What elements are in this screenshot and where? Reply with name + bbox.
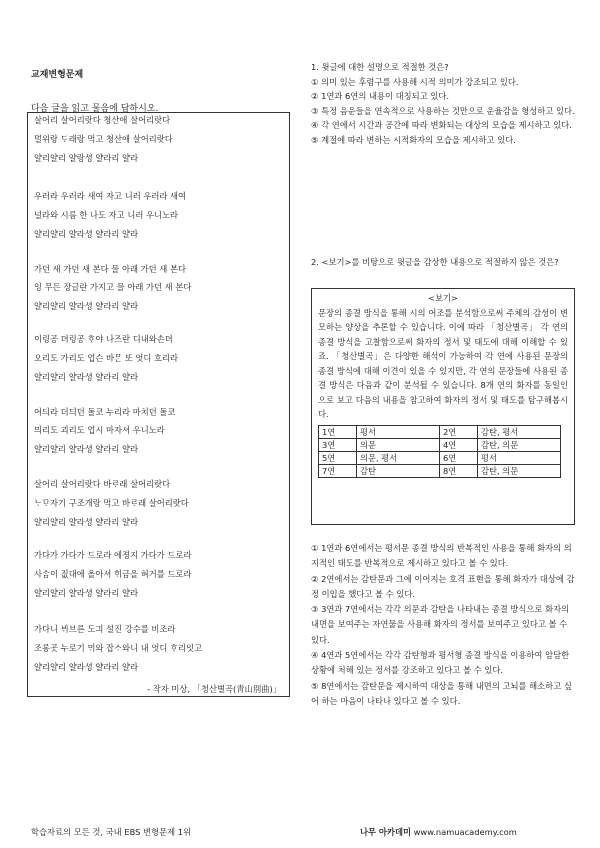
question-1 xyxy=(311,60,575,148)
ending-table xyxy=(318,425,561,478)
poem-line: ᄂᆞᄆᆞ자기 구조개랑 먹고 바ᄅᆞ래 살어리랏다 xyxy=(34,498,189,508)
poem-line: 가다가 가다가 드로라 에졍지 가다가 드로라 xyxy=(34,550,192,560)
table-cell: 의문, 평서 xyxy=(356,451,439,464)
poem-line: 가던 새 가던 새 본다 믈 아래 가던 새 본다 xyxy=(34,264,186,274)
table-row xyxy=(319,464,561,477)
option: ③ 특정 음운들을 연속적으로 사용하는 것만으로 운율감을 형성하고 있다. xyxy=(311,105,575,116)
question-2-stem xyxy=(311,255,575,270)
bogi-box xyxy=(311,288,575,525)
table-cell: 3연 xyxy=(319,438,357,451)
table-row xyxy=(319,425,561,438)
poem-line: 얄리얄리 얄라셩 얄라리 얄라 xyxy=(34,444,139,454)
page-title: 교재변형문제 xyxy=(31,70,84,80)
table-row xyxy=(319,451,561,464)
bogi-title: <보기> xyxy=(428,293,458,303)
poem-line: 우러라 우러라 새여 자고 니러 우러라 새여 xyxy=(34,191,187,201)
poem-line: 사ᄉᆞᆷ이 짒대에 올아셔 ᄒᆡ금을 혀거를 드로라 xyxy=(34,569,192,579)
table-cell: 8연 xyxy=(439,464,477,477)
footer-brand: 나무 아카데미 xyxy=(360,827,411,837)
poem-line: 살어리 살어리랏다 쳥산애 살어리랏다 xyxy=(34,115,171,125)
poem-line: 얄리얄리 얄라셩 얄라리 얄라 xyxy=(34,372,139,382)
table-cell: 1연 xyxy=(319,425,357,438)
poem-line: 얄리얄리 얄라셩 얄라리 얄라 xyxy=(34,301,139,311)
bogi-text: 문장의 종결 방식을 통해 시의 어조를 분석함으로써 주체의 감성이 변모하는 양상을 추론할 수 있습니다. 이에 따라 「청산별곡」 각 연의 종결 방식을 고찰함으로써 화자의 정서 및 태도에 대해 이해할 수 있죠. 「청산별곡」은 다양한 해석이 가능하여 각 연에 사용된 문장의 종결 방식에 대해 이견이 있을 수 있지만, 각 연의 문장들에 사용된 종결 방식은 다음과 같이 분석될 수 있습니다. 8개 연의 화자를 동일인으로 보고 다음의 내용을 참고하여 화자의 정서 및 태도를 탐구해봅시다. xyxy=(318,307,568,419)
table-cell: 감탄, 평서 xyxy=(477,425,560,438)
table-cell: 4연 xyxy=(439,438,477,451)
table-cell: 5연 xyxy=(319,451,357,464)
attribution: - 작자 미상, 「청산별곡(靑山別曲)」 xyxy=(147,684,281,694)
poem-line: 얄리얄리 얄라셩 얄라리 얄라 xyxy=(34,229,139,239)
poem-line: 오리도 가리도 업슨 바ᄆᆞᆫ 또 엇디 호리라 xyxy=(34,353,179,363)
poem-line: 잉 무든 장글란 가지고 믈 아래 가던 새 본다 xyxy=(34,282,192,292)
question-stem: 2. <보기>를 비탕으로 윗글을 감상한 내용으로 적절하지 않은 것은? xyxy=(311,257,559,267)
table-row xyxy=(319,438,561,451)
instruction: 다음 글을 읽고 물음에 답하시오. xyxy=(31,104,159,114)
option: ② 2연에서는 감탄문과 그에 이어지는 호격 표현을 통해 화자가 대상에 감정 이입을 했다고 볼 수 있다. xyxy=(311,573,575,599)
poem-line: 가다니 ᄇᆡ브른 도긔 설진 강수를 비조라 xyxy=(34,624,176,634)
poem-line: 얄리얄리 얄라셩 얄라리 얄라 xyxy=(34,662,139,672)
table-cell: 감탄, 의문 xyxy=(477,438,560,451)
option: ③ 3연과 7연에서는 각각 의문과 감탄을 나타내는 종결 방식으로 화자의 내면을 보여주는 자연물을 사용해 화자의 정서를 보여주고 있다고 볼 수 있다. xyxy=(311,604,570,645)
footer-tagline: 학습자료의 모든 것, 국내 EBS 변형문제 1위 xyxy=(31,827,192,837)
option: ④ 4연과 5연에서는 각각 감탄형과 평서형 종결 방식을 이용하여 암담한 상황에 처해 있는 정서를 강조하고 있다고 볼 수 있다. xyxy=(311,650,570,676)
table-cell: 감탄, 의문 xyxy=(477,464,560,477)
poem-box xyxy=(27,112,290,697)
table-cell: 의문 xyxy=(356,438,439,451)
poem-line: 믜리도 괴리도 업시 마자셔 우니노라 xyxy=(34,425,165,435)
table-cell: 평서 xyxy=(356,425,439,438)
poem-line: 살어리 살어리랏다 바ᄅᆞ래 살어리랏다 xyxy=(34,479,171,489)
question-stem: 1. 윗글에 대한 설명으로 적절한 것은? xyxy=(311,62,449,72)
poem-line: 얄리얄리 얄라셩 얄라리 얄라 xyxy=(34,517,139,527)
poem-line: 얄리얄리 얄랑셩 얄라리 얄라 xyxy=(34,153,139,163)
option: ④ 각 연에서 시간과 공간에 따라 변화되는 대상의 모습을 제시하고 있다. xyxy=(311,120,572,131)
table-cell: 평서 xyxy=(477,451,560,464)
question-2-options xyxy=(311,541,575,709)
poem-line: 멀위랑 ᄃᆞ래랑 먹고 쳥산애 살어리랏다 xyxy=(34,134,173,144)
table-cell: 7연 xyxy=(319,464,357,477)
option: ⑤ 계절에 따라 변하는 시적화자의 모습을 제시하고 있다. xyxy=(311,134,516,145)
poem-line: 조롱곳 누로기 ᄆᆡ와 잡ᄉᆞ와니 내 엇디 ᄒᆞ리잇고 xyxy=(34,643,203,653)
poem-line: 널라와 시름 한 나도 자고 니러 우니노라 xyxy=(34,210,179,220)
poem-line: 얄리얄리 얄라셩 얄라리 얄라 xyxy=(34,588,139,598)
poem-line: 이링공 뎌링공 ᄒᆞ야 나즈란 디내와손뎌 xyxy=(34,334,173,344)
option: ① 1연과 6연에서는 평서문 종결 방식의 반복적인 사용을 통해 화자의 의지적인 태도를 반복적으로 제시하고 있다고 볼 수 있다. xyxy=(311,543,572,569)
option: ② 1연과 6연의 내용이 대칭되고 있다. xyxy=(311,91,450,102)
table-cell: 감탄 xyxy=(356,464,439,477)
poem-line: 어듸라 더듸던 돌코 누리라 마치던 돌코 xyxy=(34,407,176,417)
option: ⑤ 8연에서는 감탄문을 제시하여 대상을 통해 내면의 고뇌를 해소하고 싶어 하는 마음이 나타나 있다고 볼 수 있다. xyxy=(311,680,572,706)
option: ① 의미 있는 후렴구를 사용해 시적 의미가 강조되고 있다. xyxy=(311,76,519,87)
table-cell: 2연 xyxy=(439,425,477,438)
footer-url[interactable]: www.namuacademy.com xyxy=(413,827,517,837)
footer-brand-block xyxy=(360,826,517,838)
table-cell: 6연 xyxy=(439,451,477,464)
